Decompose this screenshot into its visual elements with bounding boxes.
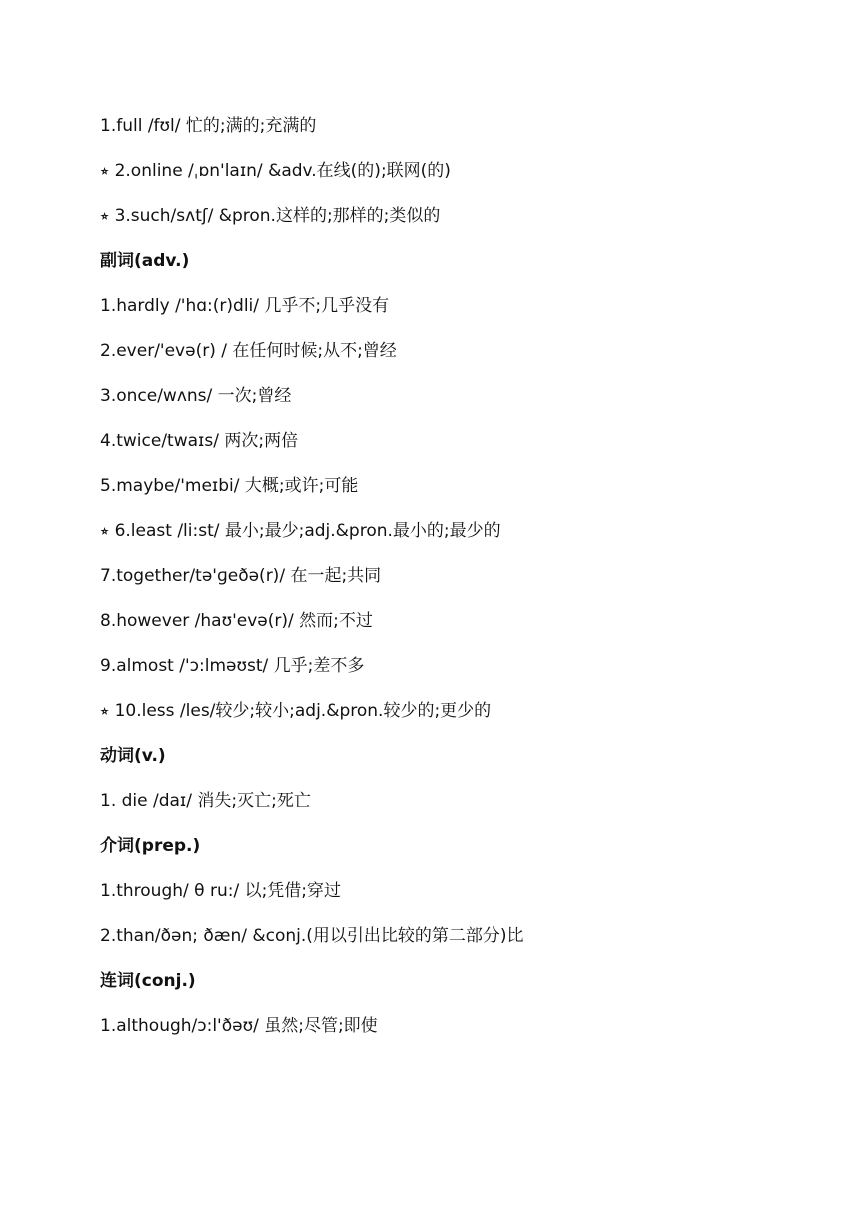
- section-heading-prepositions: 介词(prep.): [100, 836, 201, 856]
- section-heading-adverbs: 副词(adv.): [100, 251, 190, 271]
- vocab-entry-maybe: 5.maybe/'meɪbi/ 大概;或许;可能: [100, 476, 359, 496]
- vocab-entry-although: 1.although/ɔ:l'ðəʊ/ 虽然;尽管;即使: [100, 1016, 378, 1036]
- vocab-entry-full: 1.full /fʊl/ 忙的;满的;充满的: [100, 116, 317, 136]
- vocab-entry-hardly: 1.hardly /'hɑ:(r)dli/ 几乎不;几乎没有: [100, 296, 390, 316]
- vocab-entry-ever: 2.ever/'evə(r) / 在任何时候;从不;曾经: [100, 341, 397, 361]
- document-page: [100, 104, 820, 1049]
- vocab-entry-once: 3.once/wʌns/ 一次;曾经: [100, 386, 292, 406]
- vocab-entry-such: ⭒ 3.such/sʌtʃ/ &pron.这样的;那样的;类似的: [100, 206, 441, 226]
- vocab-entry-die: 1. die /daɪ/ 消失;灭亡;死亡: [100, 791, 311, 811]
- vocab-entry-online: ⭒ 2.online /ˌɒn'laɪn/ &adv.在线(的);联网(的): [100, 161, 451, 181]
- vocab-entry-together: 7.together/tə'ɡeðə(r)/ 在一起;共同: [100, 566, 382, 586]
- vocab-entry-than: 2.than/ðən; ðæn/ &conj.(用以引出比较的第二部分)比: [100, 926, 524, 946]
- vocab-entry-twice: 4.twice/twaɪs/ 两次;两倍: [100, 431, 299, 451]
- vocab-entry-almost: 9.almost /'ɔ:lməʊst/ 几乎;差不多: [100, 656, 365, 676]
- vocab-entry-less: ⭒ 10.less /les/较少;较小;adj.&pron.较少的;更少的: [100, 701, 492, 721]
- vocab-entry-however: 8.however /haʊ'evə(r)/ 然而;不过: [100, 611, 373, 631]
- section-heading-verbs: 动词(v.): [100, 746, 166, 766]
- vocab-entry-through: 1.through/ θ ru:/ 以;凭借;穿过: [100, 881, 342, 901]
- section-heading-conjunctions: 连词(conj.): [100, 971, 196, 991]
- vocab-entry-least: ⭒ 6.least /li:st/ 最小;最少;adj.&pron.最小的;最少的: [100, 521, 501, 541]
